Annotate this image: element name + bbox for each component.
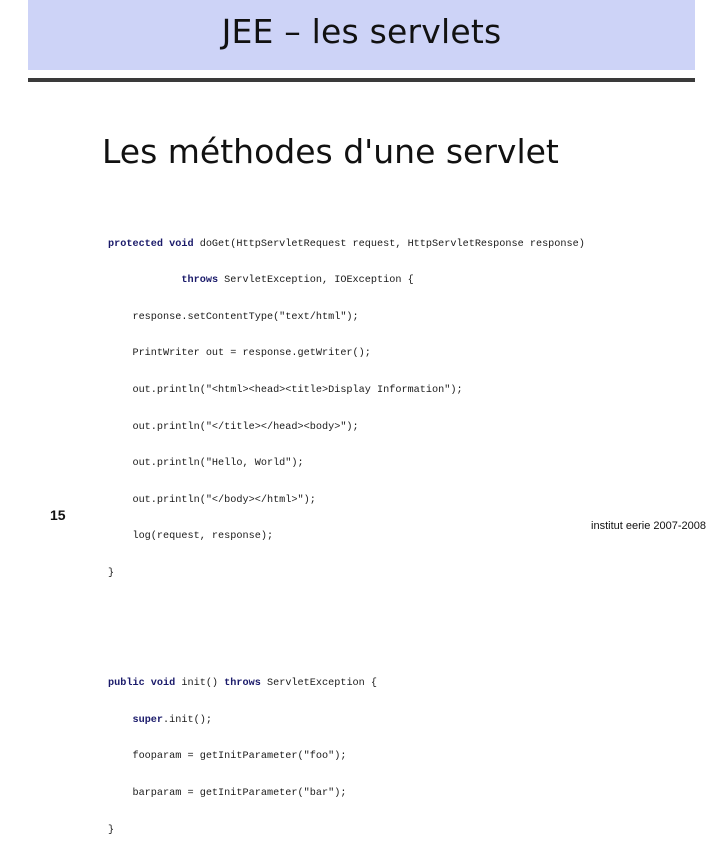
code-line: }: [108, 567, 115, 579]
code-line: log(request, response);: [108, 531, 274, 543]
code-line: super.init();: [132, 714, 212, 726]
code-line: throws ServletException, IOException {: [181, 275, 414, 287]
slide-subtitle: Les méthodes d'une servlet: [102, 132, 559, 171]
code-block: [108, 202, 608, 849]
code-line: response.setContentType("text/html");: [108, 311, 359, 323]
code-line: protected void doGet(HttpServletRequest request, HttpServletResponse response): [108, 238, 585, 250]
code-line: out.println("Hello, World");: [108, 458, 304, 470]
slide-title: JEE – les servlets: [221, 12, 502, 51]
slide-number: 15: [50, 507, 66, 523]
title-divider: [28, 78, 695, 82]
code-line: public void init() throws ServletException {: [108, 678, 378, 690]
code-line: }: [108, 824, 115, 836]
code-line: out.println("</body></html>");: [108, 494, 316, 506]
code-line: out.println("<html><head><title>Display Information");: [108, 384, 463, 396]
title-band: [28, 0, 695, 70]
code-line: out.println("</title></head><body>");: [108, 421, 359, 433]
footer-text: institut eerie 2007-2008: [591, 520, 706, 532]
code-gap: [108, 605, 608, 642]
code-line: fooparam = getInitParameter("foo");: [108, 751, 347, 763]
code-line: barparam = getInitParameter("bar");: [108, 787, 347, 799]
code-line: PrintWriter out = response.getWriter();: [108, 348, 371, 360]
